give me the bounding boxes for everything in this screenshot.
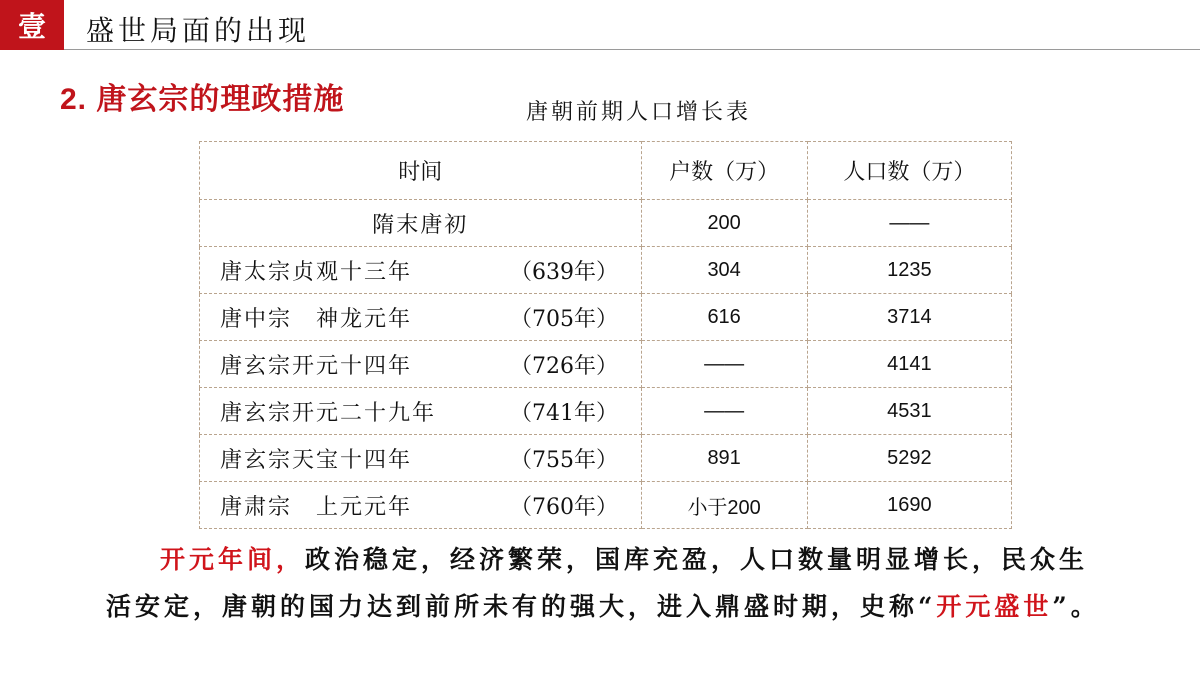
highlight-kaiyuan-years: 开元年间， (160, 545, 306, 574)
summary-paragraph (106, 536, 1106, 630)
households-cell: 891 (641, 435, 807, 482)
era-label: 唐玄宗天宝十四年 (220, 447, 413, 473)
table-header-row (200, 142, 1012, 200)
households-cell: 616 (641, 294, 807, 341)
section-title: 2. 唐玄宗的理政措施 (60, 83, 345, 116)
households-cell: —— (641, 388, 807, 435)
era-label: 唐太宗贞观十三年 (220, 259, 413, 285)
population-cell: —— (807, 200, 1011, 247)
year-label: （705年） (510, 306, 618, 332)
population-cell: 5292 (807, 435, 1011, 482)
year-label: （755年） (510, 447, 618, 473)
year-label: （726年） (510, 353, 618, 379)
era-label: 唐中宗 神龙元年 (220, 306, 413, 332)
header-population: 人口数（万） (807, 142, 1011, 200)
header-divider (64, 49, 1200, 50)
households-cell: 小于200 (641, 482, 807, 529)
time-cell (200, 247, 642, 294)
time-cell (200, 200, 642, 247)
year-label: （741年） (510, 400, 618, 426)
year-label: （639年） (510, 259, 618, 285)
table-row (200, 341, 1012, 388)
highlight-kaiyuan-prosperity: 开元盛世 (936, 592, 1053, 621)
households-cell: 200 (641, 200, 807, 247)
header-badge: 壹 (0, 0, 64, 50)
era-label: 唐玄宗开元二十九年 (220, 400, 437, 426)
table-row (200, 388, 1012, 435)
table-row (200, 200, 1012, 247)
population-table (199, 141, 1012, 529)
time-cell (200, 435, 642, 482)
time-cell (200, 388, 642, 435)
header-time: 时间 (200, 142, 642, 200)
table-row (200, 435, 1012, 482)
table-row (200, 482, 1012, 529)
population-cell: 4141 (807, 341, 1011, 388)
paragraph-text: 政治稳定，经济繁荣，国库充盈，人口数量明显增长，民众生活安定，唐朝的国力达到前所未有的强大，进入鼎盛时期，史称“ (106, 545, 1089, 621)
time-cell (200, 294, 642, 341)
time-cell (200, 341, 642, 388)
era-label: 唐肃宗 上元元年 (220, 494, 413, 520)
table-caption: 唐朝前期人口增长表 (526, 100, 752, 125)
header-households: 户数（万） (641, 142, 807, 200)
era-label: 唐玄宗开元十四年 (220, 353, 413, 379)
time-cell (200, 482, 642, 529)
population-cell: 4531 (807, 388, 1011, 435)
paragraph-text-end: ”。 (1052, 592, 1100, 621)
population-cell: 3714 (807, 294, 1011, 341)
population-cell: 1235 (807, 247, 1011, 294)
households-cell: 304 (641, 247, 807, 294)
era-label: 隋末唐初 (372, 212, 469, 238)
households-cell: —— (641, 341, 807, 388)
table-row (200, 247, 1012, 294)
table-row (200, 294, 1012, 341)
population-cell: 1690 (807, 482, 1011, 529)
year-label: （760年） (510, 494, 618, 520)
slide-title: 盛世局面的出现 (86, 14, 311, 47)
